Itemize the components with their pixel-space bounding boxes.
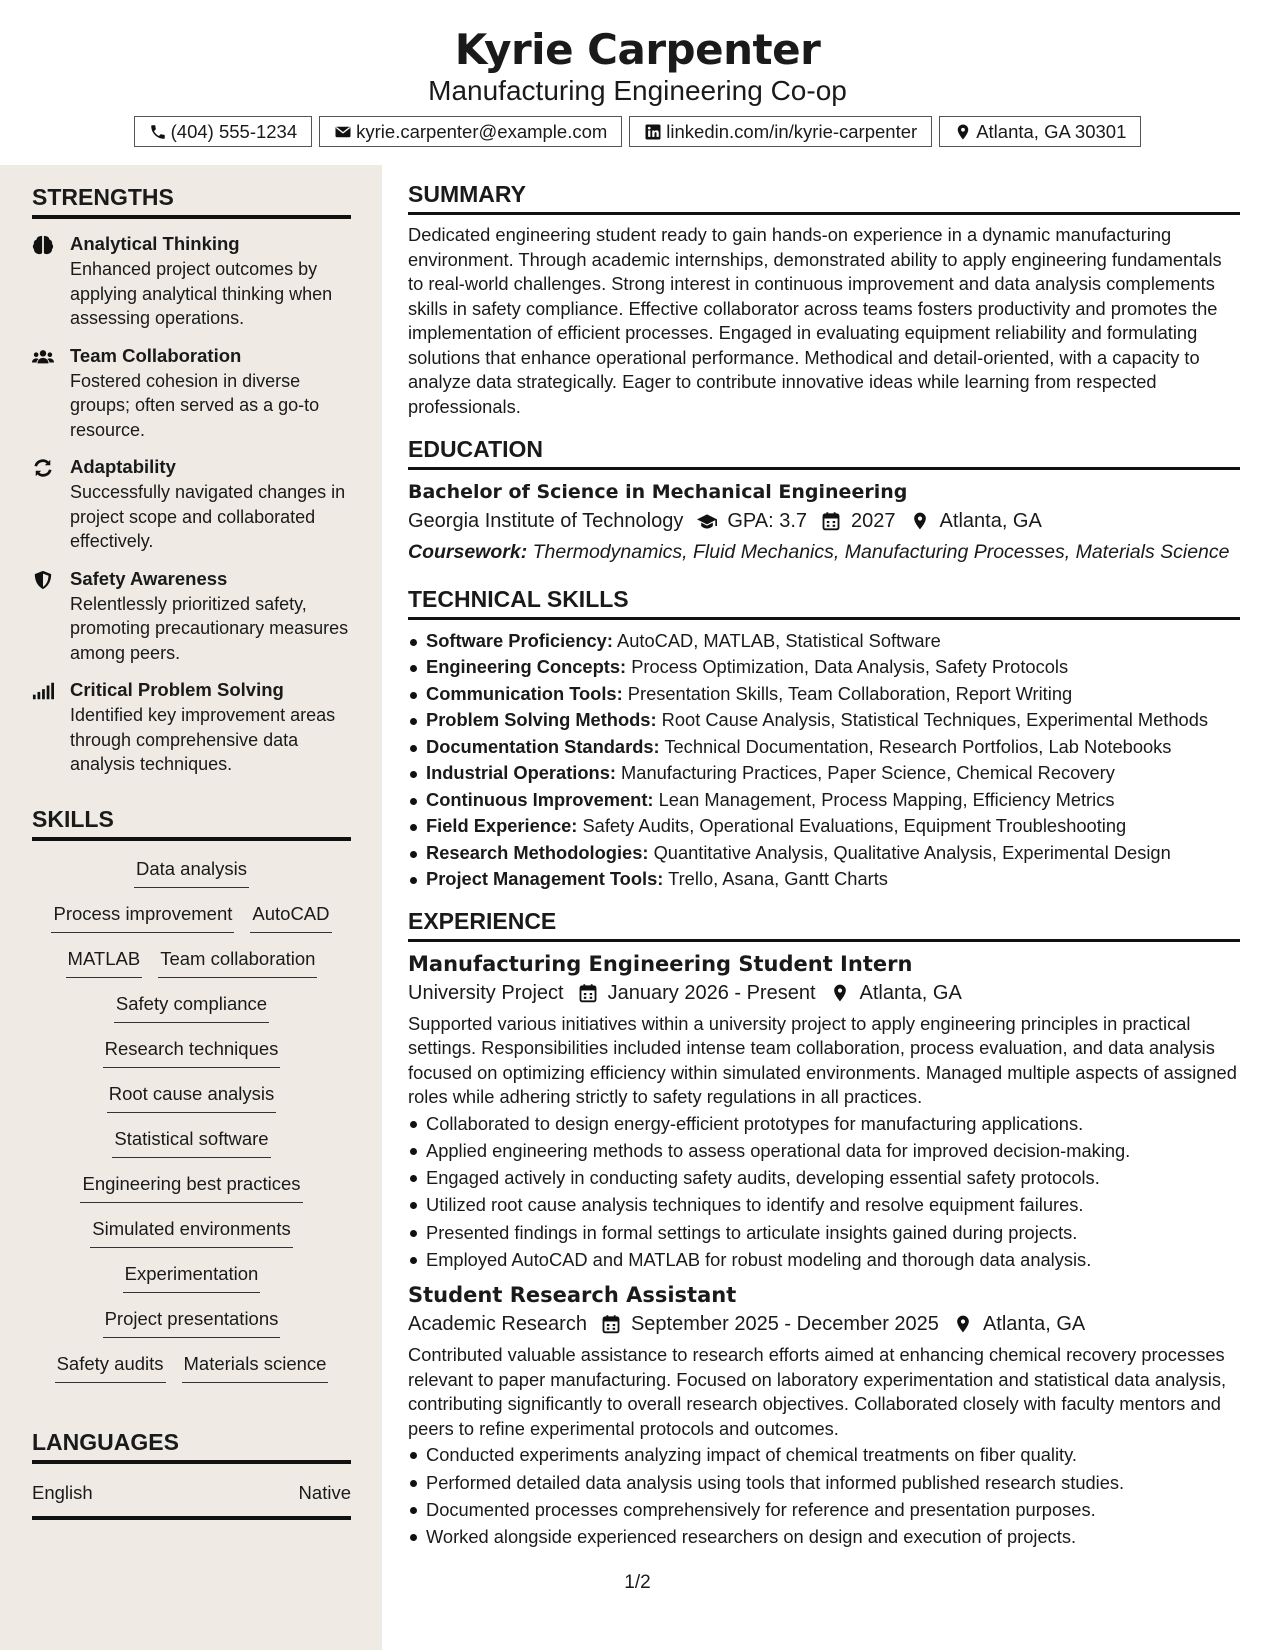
skill-tag: Team collaboration bbox=[158, 945, 317, 978]
main-content bbox=[408, 180, 1240, 1562]
education-meta bbox=[408, 506, 1240, 536]
job-summary: Contributed valuable assistance to research efforts aimed at enhancing chemical recovery processes relevant to paper manufacturing. Focused on laboratory experimentation and statistical data analysis, contributing significantly to overall research objectives. Collaborated closely with faculty mentors and peers to refine experimental protocols and outcomes. bbox=[408, 1344, 1227, 1439]
skill-values: Technical Documentation, Research Portfolios, Lab Notebooks bbox=[664, 735, 1172, 757]
job-bullet: Engaged actively in conducting safety audits, developing essential safety protocols. bbox=[408, 1164, 1240, 1191]
shield-icon bbox=[32, 570, 54, 590]
strengths-section bbox=[32, 183, 351, 777]
technical-skill-item bbox=[408, 840, 1240, 867]
education-section bbox=[408, 435, 1240, 565]
job-bullet: Documented processes comprehensively for reference and presentation purposes. bbox=[408, 1496, 1240, 1523]
phone-text: (404) 555-1234 bbox=[170, 120, 298, 142]
technical-skill-item bbox=[408, 787, 1240, 814]
gpa-text: GPA: 3.7 bbox=[727, 510, 808, 532]
technical-skills-heading: TECHNICAL SKILLS bbox=[408, 585, 1240, 620]
job-entry bbox=[408, 1281, 1240, 1550]
users-icon bbox=[32, 347, 54, 367]
skill-tag: AutoCAD bbox=[250, 900, 331, 933]
skill-values: Root Cause Analysis, Statistical Techniques, Experimental Methods bbox=[661, 709, 1209, 730]
contact-phone[interactable] bbox=[134, 116, 313, 147]
strength-desc: Successfully navigated changes in project scope and collaborated effectively. bbox=[70, 482, 346, 551]
graduation-cap-icon bbox=[697, 511, 717, 531]
calendar-icon bbox=[601, 1314, 621, 1334]
skill-tag: Root cause analysis bbox=[107, 1080, 277, 1113]
job-bullet: Utilized root cause analysis techniques to identify and resolve equipment failures. bbox=[408, 1191, 1240, 1218]
job-dates: January 2026 - Present bbox=[607, 981, 816, 1004]
graduation-year: 2027 bbox=[851, 510, 896, 532]
map-pin-icon bbox=[953, 1314, 973, 1334]
job-bullets bbox=[408, 1441, 1240, 1550]
strength-title: Analytical Thinking bbox=[70, 233, 240, 254]
strength-item bbox=[32, 454, 351, 554]
map-pin-icon bbox=[830, 983, 850, 1003]
skill-tag: MATLAB bbox=[66, 945, 143, 978]
sync-icon bbox=[32, 458, 54, 478]
sidebar bbox=[0, 165, 382, 1650]
technical-skill-item bbox=[408, 813, 1240, 840]
job-meta bbox=[408, 978, 1240, 1008]
map-pin-icon bbox=[910, 511, 930, 531]
coursework-list: Thermodynamics, Fluid Mechanics, Manufacturing Processes, Materials Science bbox=[532, 541, 1230, 563]
skill-values: Manufacturing Practices, Paper Science, Chemical Recovery bbox=[621, 762, 1115, 783]
contact-location bbox=[939, 116, 1141, 147]
experience-section bbox=[408, 907, 1240, 1551]
education-heading: EDUCATION bbox=[408, 435, 1240, 470]
job-summary: Supported various initiatives within a university project to apply engineering principles in practical settings. Responsibilities included intense team collaboration, process evaluation, and data analysis focused on optimizing efficiency within simulated environments. Managed multiple aspects of assigned roles while adhering strictly to safety regulations in all practices. bbox=[408, 1012, 1237, 1107]
job-location: Atlanta, GA bbox=[859, 981, 962, 1004]
technical-skill-item bbox=[408, 760, 1240, 787]
strength-desc: Relentlessly prioritized safety, promoting precautionary measures among peers. bbox=[70, 593, 349, 663]
skill-values: Safety Audits, Operational Evaluations, Equipment Troubleshooting bbox=[582, 815, 1127, 836]
skill-tag: Data analysis bbox=[134, 855, 249, 888]
envelope-icon bbox=[334, 123, 352, 141]
location-text: Atlanta, GA 30301 bbox=[976, 120, 1127, 142]
strength-desc: Enhanced project outcomes by applying analytical thinking when assessing operations. bbox=[70, 259, 333, 328]
calendar-icon bbox=[821, 511, 841, 531]
signal-bars-icon bbox=[32, 681, 54, 701]
brain-icon bbox=[32, 235, 54, 255]
languages-heading: LANGUAGES bbox=[32, 1428, 351, 1464]
skill-tag: Safety audits bbox=[55, 1350, 166, 1383]
skill-tag: Safety compliance bbox=[114, 990, 269, 1023]
language-name: English bbox=[32, 1482, 93, 1503]
skills-cloud bbox=[32, 855, 351, 1383]
strength-title: Critical Problem Solving bbox=[70, 679, 284, 700]
strength-desc: Identified key improvement areas through comprehensive data analysis techniques. bbox=[70, 705, 336, 774]
summary-heading: SUMMARY bbox=[408, 180, 1240, 215]
job-title: Student Research Assistant bbox=[408, 1283, 737, 1308]
skill-tag: Materials science bbox=[182, 1350, 329, 1383]
technical-skill-item bbox=[408, 681, 1240, 708]
candidate-role: Manufacturing Engineering Co-op bbox=[428, 75, 847, 106]
strength-item bbox=[32, 566, 351, 666]
technical-skill-item bbox=[408, 628, 1240, 655]
job-org: Academic Research bbox=[408, 1313, 587, 1336]
summary-section bbox=[408, 180, 1240, 419]
skill-category: Continuous Improvement: bbox=[426, 788, 654, 810]
linkedin-text: linkedin.com/in/kyrie-carpenter bbox=[666, 120, 918, 142]
skill-category: Problem Solving Methods: bbox=[426, 709, 657, 730]
job-bullets bbox=[408, 1110, 1240, 1274]
skill-category: Field Experience: bbox=[426, 815, 578, 836]
contact-bar bbox=[0, 116, 1275, 147]
skill-tag: Engineering best practices bbox=[80, 1170, 302, 1203]
job-meta bbox=[408, 1309, 1240, 1339]
skill-values: Trello, Asana, Gantt Charts bbox=[668, 868, 888, 889]
summary-text: Dedicated engineering student ready to gain hands-on experience in a dynamic manufacturing environment. Through academic internships, demonstrated ability to apply engineering fundamentals to real-world challenges. Strong interest in continuous improvement and data analysis complements skills in safety compliance. Effective collaborator across teams fosters productivity and promotes the implementation of efficient processes. Engaged in evaluating equipment reliability and formulating solutions that enhance operational performance. Methodical and detail-oriented, with a capacity to analyze data strategically. Eager to contribute innovative ideas while learning from respected professionals. bbox=[408, 224, 1222, 417]
skills-section bbox=[32, 805, 351, 1383]
education-location: Atlanta, GA bbox=[939, 510, 1042, 532]
strength-item bbox=[32, 343, 351, 443]
calendar-icon bbox=[578, 983, 598, 1003]
experience-heading: EXPERIENCE bbox=[408, 907, 1240, 942]
technical-skills-section bbox=[408, 585, 1240, 893]
job-location: Atlanta, GA bbox=[982, 1313, 1086, 1336]
strength-desc: Fostered cohesion in diverse groups; often served as a go-to resource. bbox=[70, 370, 320, 440]
email-text: kyrie.carpenter@example.com bbox=[356, 120, 608, 142]
job-title: Manufacturing Engineering Student Intern bbox=[408, 951, 913, 976]
skill-tag: Project presentations bbox=[103, 1305, 281, 1338]
contact-linkedin[interactable] bbox=[629, 116, 932, 147]
skill-values: AutoCAD, MATLAB, Statistical Software bbox=[617, 629, 941, 651]
strengths-heading: STRENGTHS bbox=[32, 183, 351, 219]
degree-title: Bachelor of Science in Mechanical Engineering bbox=[408, 481, 908, 503]
skill-values: Quantitative Analysis, Qualitative Analysis, Experimental Design bbox=[653, 841, 1171, 863]
skill-category: Research Methodologies: bbox=[426, 841, 649, 863]
job-bullet: Worked alongside experienced researchers on design and execution of projects. bbox=[408, 1523, 1240, 1550]
technical-skill-item bbox=[408, 866, 1240, 893]
skill-category: Industrial Operations: bbox=[426, 762, 616, 783]
skill-tag: Experimentation bbox=[123, 1260, 261, 1293]
skill-category: Project Management Tools: bbox=[426, 868, 664, 889]
technical-skill-item bbox=[408, 707, 1240, 734]
job-dates: September 2025 - December 2025 bbox=[630, 1313, 939, 1336]
coursework bbox=[408, 540, 1240, 565]
skill-values: Process Optimization, Data Analysis, Safety Protocols bbox=[631, 656, 1069, 677]
strength-title: Safety Awareness bbox=[70, 567, 228, 589]
strength-item bbox=[32, 677, 351, 777]
skill-category: Documentation Standards: bbox=[426, 735, 660, 757]
job-entry bbox=[408, 950, 1240, 1274]
skill-tag: Research techniques bbox=[103, 1035, 281, 1068]
strength-title: Adaptability bbox=[70, 456, 176, 477]
page-number: 1/2 bbox=[624, 1572, 651, 1593]
skill-category: Software Proficiency: bbox=[426, 629, 613, 651]
technical-skill-item bbox=[408, 654, 1240, 681]
skill-tag: Simulated environments bbox=[90, 1215, 292, 1248]
language-level: Native bbox=[298, 1482, 351, 1503]
skill-category: Communication Tools: bbox=[426, 682, 623, 704]
resume-header bbox=[0, 0, 1275, 147]
language-row bbox=[32, 1482, 351, 1520]
linkedin-icon bbox=[644, 123, 662, 141]
strength-item bbox=[32, 231, 351, 331]
skills-heading: SKILLS bbox=[32, 805, 351, 841]
job-bullet: Employed AutoCAD and MATLAB for robust modeling and thorough data analysis. bbox=[408, 1246, 1240, 1273]
phone-icon bbox=[149, 123, 167, 141]
map-pin-icon bbox=[954, 123, 972, 141]
languages-section bbox=[32, 1428, 351, 1520]
technical-skill-item bbox=[408, 734, 1240, 761]
skill-tag: Statistical software bbox=[112, 1125, 270, 1158]
skill-tag: Process improvement bbox=[51, 900, 234, 933]
coursework-label: Coursework: bbox=[408, 541, 528, 563]
skill-category: Engineering Concepts: bbox=[426, 656, 627, 677]
strength-title: Team Collaboration bbox=[70, 344, 242, 366]
skill-values: Presentation Skills, Team Collaboration, Report Writing bbox=[627, 682, 1073, 704]
job-bullet: Applied engineering methods to assess operational data for improved decision-making. bbox=[408, 1137, 1240, 1164]
job-org: University Project bbox=[408, 981, 564, 1004]
technical-skills-list bbox=[408, 628, 1240, 893]
school-name: Georgia Institute of Technology bbox=[408, 510, 684, 532]
skill-values: Lean Management, Process Mapping, Efficiency Metrics bbox=[658, 788, 1115, 810]
job-bullet: Collaborated to design energy-efficient prototypes for manufacturing applications. bbox=[408, 1110, 1240, 1137]
job-bullet: Conducted experiments analyzing impact of chemical treatments on fiber quality. bbox=[408, 1441, 1240, 1468]
job-bullet: Presented findings in formal settings to articulate insights gained during projects. bbox=[408, 1219, 1240, 1246]
job-bullet: Performed detailed data analysis using tools that informed published research studies. bbox=[408, 1469, 1240, 1496]
contact-email[interactable] bbox=[319, 116, 622, 147]
candidate-name: Kyrie Carpenter bbox=[454, 25, 821, 74]
